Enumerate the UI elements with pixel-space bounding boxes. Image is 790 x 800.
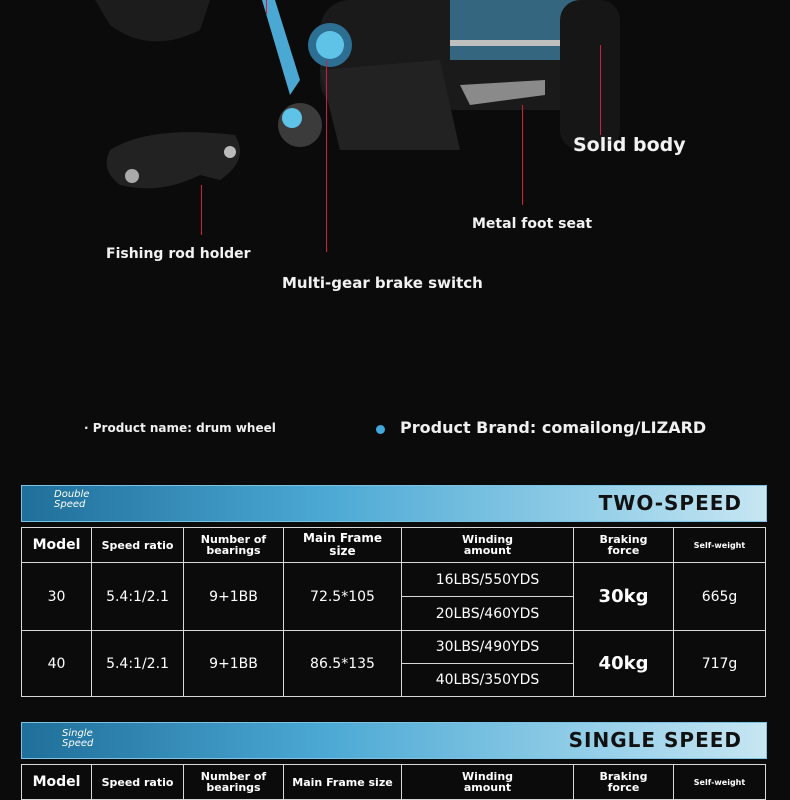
product-brand: Product Brand: comailong/LIZARD — [400, 418, 707, 437]
two-speed-title: TWO-SPEED — [598, 491, 742, 515]
header-braking — [574, 765, 674, 800]
header-frame: Main Frame size — [284, 765, 402, 800]
header-frame — [284, 528, 402, 563]
two-speed-small-label — [54, 490, 89, 510]
header-model: Model — [22, 765, 92, 800]
two-speed-banner — [21, 485, 767, 522]
cell-winding-b: 40LBS/350YDS — [402, 664, 574, 697]
table-row — [22, 563, 766, 597]
header-weight: Self-weight — [674, 765, 766, 800]
cell-weight: 665g — [674, 563, 766, 631]
header-winding — [402, 765, 574, 800]
callout-fishing-rod-holder: Fishing rod holder — [106, 246, 251, 262]
single-speed-table — [21, 764, 766, 800]
header-frame-line2: size — [329, 544, 356, 558]
cell-weight: 717g — [674, 631, 766, 697]
single-speed-title: SINGLE SPEED — [568, 728, 742, 752]
two-speed-table — [21, 527, 766, 697]
header-bearings-line2: bearings — [206, 544, 261, 557]
single-speed-banner — [21, 722, 767, 759]
cell-ratio: 5.4:1/2.1 — [92, 631, 184, 697]
product-name: · Product name: drum wheel — [84, 421, 276, 435]
cell-winding-a: 16LBS/550YDS — [402, 563, 574, 597]
cell-braking: 40kg — [574, 631, 674, 697]
cell-bearings: 9+1BB — [184, 563, 284, 631]
cell-model: 40 — [22, 631, 92, 697]
header-bearings-line2: bearings — [206, 781, 261, 794]
table-row — [22, 631, 766, 664]
header-winding — [402, 528, 574, 563]
single-speed-header-row — [22, 765, 766, 800]
single-speed-small-label — [62, 729, 93, 749]
cell-frame: 72.5*105 — [284, 563, 402, 631]
leader-rod-holder — [201, 185, 202, 235]
header-weight: Self-weight — [674, 528, 766, 563]
brand-bullet-icon — [376, 425, 385, 434]
header-speed-ratio: Speed ratio — [92, 765, 184, 800]
callout-solid-body: Solid body — [573, 134, 686, 156]
header-braking-line2: force — [607, 544, 640, 557]
leader-solid-body — [600, 45, 601, 135]
cell-frame: 86.5*135 — [284, 631, 402, 697]
callout-brake-switch: Multi-gear brake switch — [282, 274, 483, 292]
leader-top — [266, 0, 267, 14]
header-bearings — [184, 528, 284, 563]
two-speed-header-row — [22, 528, 766, 563]
header-bearings-line1: Number of — [200, 533, 267, 546]
header-braking — [574, 528, 674, 563]
header-winding-line2: amount — [463, 781, 512, 794]
header-braking-line1: Braking — [599, 533, 648, 546]
header-winding-line1: Winding — [461, 533, 514, 546]
single-speed-small-line2: Speed — [62, 738, 94, 749]
two-speed-small-line1: Double — [54, 489, 90, 500]
header-braking-line2: force — [607, 781, 640, 794]
header-bearings-line1: Number of — [200, 770, 267, 783]
leader-foot-seat — [522, 105, 523, 205]
cell-braking: 30kg — [574, 563, 674, 631]
header-frame-line1: Main Frame — [303, 531, 382, 545]
cell-ratio: 5.4:1/2.1 — [92, 563, 184, 631]
header-winding-line1: Winding — [461, 770, 514, 783]
header-model: Model — [22, 528, 92, 563]
header-braking-line1: Braking — [599, 770, 648, 783]
cell-model: 30 — [22, 563, 92, 631]
header-bearings — [184, 765, 284, 800]
cell-winding-a: 30LBS/490YDS — [402, 631, 574, 664]
header-winding-line2: amount — [463, 544, 512, 557]
cell-winding-b: 20LBS/460YDS — [402, 597, 574, 631]
callout-metal-foot-seat: Metal foot seat — [472, 216, 593, 232]
leader-brake-switch — [326, 60, 327, 252]
header-speed-ratio: Speed ratio — [92, 528, 184, 563]
single-speed-small-line1: Single — [62, 728, 93, 739]
two-speed-small-line2: Speed — [54, 499, 86, 510]
cell-bearings: 9+1BB — [184, 631, 284, 697]
